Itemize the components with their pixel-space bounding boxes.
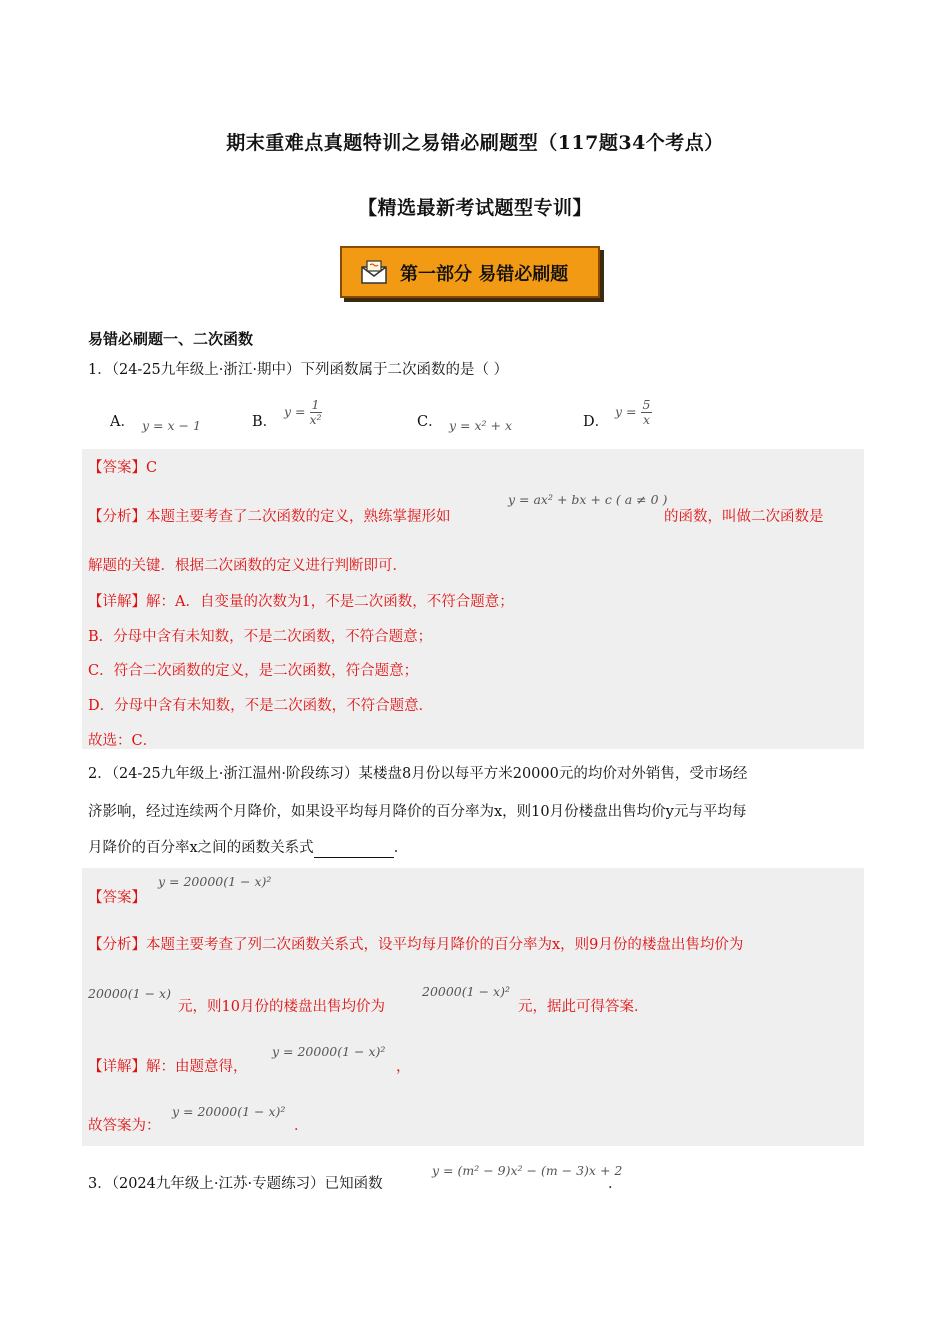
q1-detail-line-2: B．分母中含有未知数，不是二次函数，不符合题意；: [88, 629, 433, 645]
q1-analysis-text-1: 本题主要考查了二次函数的定义，熟练掌握形如: [146, 509, 451, 525]
option-d-denominator: x: [642, 412, 650, 427]
option-d-label: D．: [583, 414, 610, 430]
q1-analysis-text-2: 的函数，叫做二次函数是: [664, 509, 824, 525]
q1-detail-line-3: C．符合二次函数的定义，是二次函数，符合题意；: [88, 663, 419, 679]
q1-detail-line-1: [88, 590, 514, 611]
question-3-end: ．: [608, 1176, 623, 1192]
question-2-text: 月降价的百分率x之间的函数关系式: [88, 840, 314, 856]
question-1-stem: 1．（24-25九年级上·浙江·期中）下列函数属于二次函数的是（ ）: [88, 362, 509, 378]
question-3-stem: 3．（2024九年级上·江苏·专题练习）已知函数: [88, 1176, 383, 1192]
option-a-label: A．: [110, 414, 135, 430]
question-3-math: y = (m² − 9)x² − (m − 3)x + 2: [432, 1163, 623, 1178]
q2-analysis-text-1: 本题主要考查了列二次函数关系式，设平均每月降价的百分率为x，则9月份的楼盘出售均价为: [146, 937, 744, 953]
q2-detail-math: y = 20000(1 − x)²: [272, 1044, 386, 1059]
option-b: [252, 410, 277, 431]
q1-detail-line-4: D．分母中含有未知数，不是二次函数，不符合题意．: [88, 698, 434, 714]
option-d-lhs: y =: [615, 404, 637, 419]
q2-final-text: 故答案为：: [88, 1118, 161, 1134]
q2-analysis-tag: 【分析】: [88, 937, 146, 953]
option-d-numerator: 5: [642, 397, 651, 412]
question-2-line-3: [88, 838, 408, 858]
page-subtitle: 【精选最新考试题型专训】: [357, 197, 592, 219]
q2-analysis-math-2: 20000(1 − x)²: [422, 984, 510, 999]
q1-analysis-line-1: [88, 505, 451, 526]
question-2-line-2: 济影响，经过连续两个月降价，如果设平均每月降价的百分率为x，则10月份楼盘出售均价y元与平均每: [88, 804, 747, 820]
q2-detail-tag: 【详解】: [88, 1059, 146, 1075]
option-b-label: B．: [252, 414, 278, 430]
option-a-expr: y = x − 1: [142, 418, 201, 433]
option-b-numerator: 1: [310, 398, 322, 413]
q1-conclusion: 故选：C．: [88, 733, 158, 749]
section-heading: 易错必刷题一、二次函数: [88, 330, 254, 348]
option-d-fraction: [641, 398, 653, 427]
q2-answer-tag: 【答案】: [88, 890, 146, 906]
question-2-end: ．: [393, 840, 409, 856]
option-c: [417, 410, 443, 431]
q1-analysis-line-2: 解题的关键．根据二次函数的定义进行判断即可．: [88, 558, 407, 574]
option-d-expr: [615, 398, 652, 427]
q2-detail-text: 解：由题意得，: [146, 1059, 248, 1075]
q2-analysis-line-1: [88, 933, 743, 954]
option-c-expr: y = x² + x: [449, 418, 513, 433]
option-a: [110, 410, 135, 431]
q1-answer: 【答案】C: [88, 460, 158, 476]
q1-detail-tag: 【详解】: [88, 594, 146, 610]
option-b-expr: [284, 398, 322, 427]
q2-answer-math: y = 20000(1 − x)²: [158, 874, 272, 889]
option-b-lhs: y =: [284, 404, 306, 419]
q2-final-math: y = 20000(1 − x)²: [172, 1104, 286, 1119]
section-banner: [340, 246, 600, 298]
envelope-icon: [360, 259, 388, 285]
q1-analysis-math: y = ax² + bx + c ( a ≠ 0 ): [508, 492, 668, 507]
option-c-label: C．: [417, 414, 443, 430]
question-2-line-1: 2．（24-25九年级上·浙江温州·阶段练习）某楼盘8月份以每平方米20000元的均价对外销售，受市场经: [88, 766, 748, 782]
q2-analysis-text-3: 元，据此可得答案．: [518, 999, 649, 1015]
q1-detail-text-1: 解：A．自变量的次数为1，不是二次函数，不符合题意；: [146, 594, 514, 610]
q1-analysis-tag: 【分析】: [88, 509, 146, 525]
option-b-fraction: [310, 398, 322, 427]
option-d: [583, 410, 609, 431]
q2-detail-line: [88, 1055, 248, 1076]
q2-analysis-text-2: 元，则10月份的楼盘出售均价为: [178, 999, 385, 1015]
answer-blank[interactable]: [314, 843, 394, 858]
page-title: 期末重难点真题特训之易错必刷题型（117题34个考点）: [226, 132, 724, 154]
q2-final-end: ．: [294, 1118, 309, 1134]
option-b-denominator: x²: [309, 412, 322, 427]
banner-label: 第一部分 易错必刷题: [400, 264, 569, 285]
q2-detail-end: ，: [396, 1059, 411, 1075]
q2-analysis-math-1: 20000(1 − x): [88, 986, 171, 1001]
